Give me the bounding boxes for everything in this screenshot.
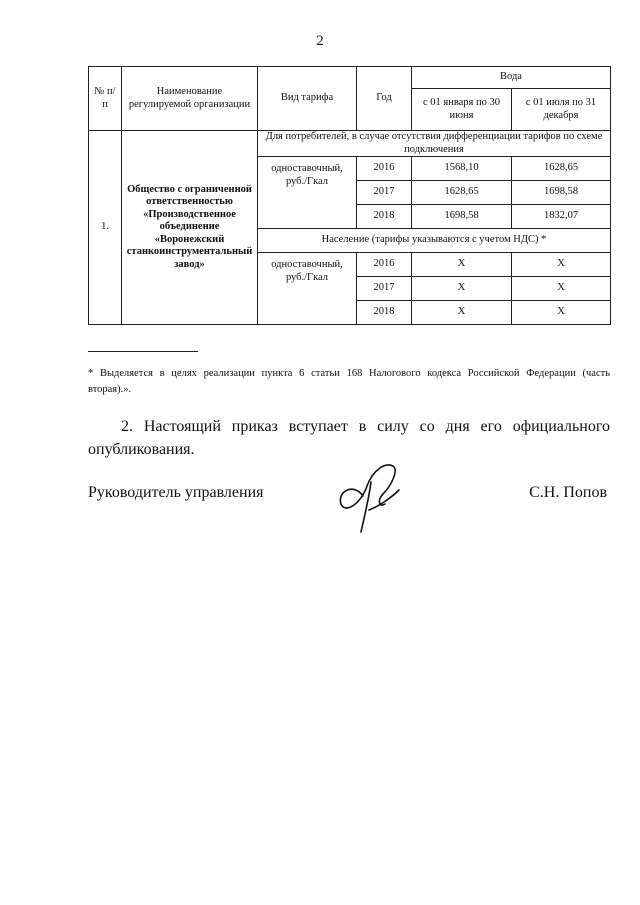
paragraph-line: 2. Настоящий приказ вступает в силу со дня его официального bbox=[121, 418, 610, 435]
year-cell: 2017 bbox=[357, 181, 412, 205]
header-year: Год bbox=[357, 67, 412, 131]
table-header-row bbox=[89, 67, 611, 89]
header-period-2: с 01 июля по 31 декабря bbox=[512, 89, 611, 131]
header-tariff-type: Вид тарифа bbox=[258, 67, 357, 131]
year-cell: 2016 bbox=[357, 157, 412, 181]
value-cell: 1568,10 bbox=[412, 157, 512, 181]
value-cell: 1628,65 bbox=[512, 157, 611, 181]
tariff-type-cell: одноставочный, руб./Гкал bbox=[258, 157, 357, 229]
organization-name: Общество с ограниченной ответственностью «Производственное объединение «Воронежский станкоинструментальный завод» bbox=[122, 131, 258, 325]
value-cell: Х bbox=[512, 253, 611, 277]
footnote bbox=[88, 366, 610, 398]
value-cell: Х bbox=[412, 253, 512, 277]
value-cell: Х bbox=[512, 277, 611, 301]
header-num: № п/п bbox=[89, 67, 122, 131]
year-cell: 2018 bbox=[357, 301, 412, 325]
signatory-position: Руководитель управления bbox=[88, 484, 264, 501]
value-cell: 1628,65 bbox=[412, 181, 512, 205]
header-period-1: с 01 января по 30 июня bbox=[412, 89, 512, 131]
row-number: 1. bbox=[89, 131, 122, 325]
year-cell: 2018 bbox=[357, 205, 412, 229]
footnote-line: * Выделяется в целях реализации пункта 6 статьи 168 Налогового кодекса Российской Федерации (часть bbox=[88, 368, 610, 379]
tariff-table bbox=[88, 66, 611, 325]
footnote-divider bbox=[88, 351, 198, 352]
value-cell: 1698,58 bbox=[412, 205, 512, 229]
handwritten-signature bbox=[333, 452, 405, 538]
table-row bbox=[89, 131, 611, 157]
year-cell: 2017 bbox=[357, 277, 412, 301]
value-cell: Х bbox=[512, 301, 611, 325]
value-cell: Х bbox=[412, 277, 512, 301]
year-cell: 2016 bbox=[357, 253, 412, 277]
header-org: Наименование регулируемой организации bbox=[122, 67, 258, 131]
header-water: Вода bbox=[412, 67, 611, 89]
tariff-type-cell: одноставочный, руб./Гкал bbox=[258, 253, 357, 325]
section-title-consumers: Для потребителей, в случае отсутствия дифференциации тарифов по схеме подключения bbox=[258, 131, 611, 157]
section-title-population: Население (тарифы указываются с учетом НДС) * bbox=[258, 229, 611, 253]
value-cell: 1698,58 bbox=[512, 181, 611, 205]
value-cell: 1832,07 bbox=[512, 205, 611, 229]
signatory-name: С.Н. Попов bbox=[529, 484, 607, 501]
paragraph-line: опубликования. bbox=[88, 441, 195, 458]
page-number: 2 bbox=[316, 33, 324, 49]
value-cell: Х bbox=[412, 301, 512, 325]
footnote-line: вторая).». bbox=[88, 384, 132, 395]
